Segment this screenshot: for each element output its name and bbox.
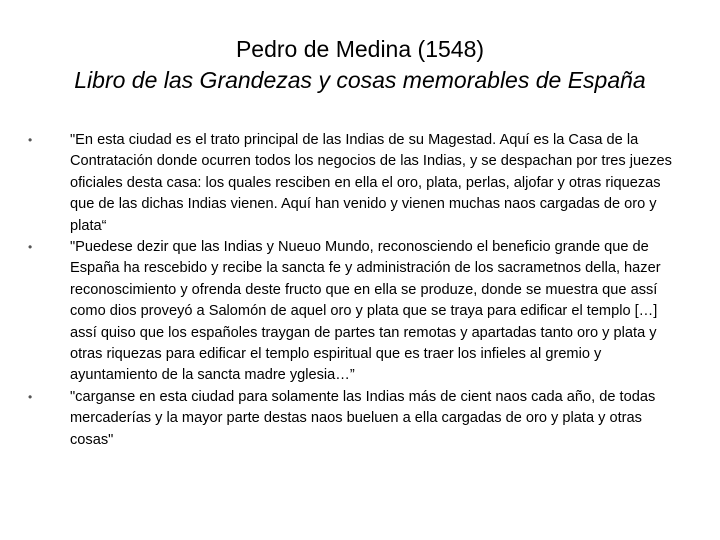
quote-text-3: "carganse en esta ciudad para solamente las Indias más de cient naos cada año, de todas mercaderías y la mayor parte destas naos bueluen a ella cargadas de oro y plata y otras cosas" bbox=[70, 388, 656, 448]
title-book-line: Libro de las Grandezas y cosas memorables de España bbox=[74, 67, 646, 93]
quote-text-1: "En esta ciudad es el trato principal de las Indias de su Magestad. Aquí es la Casa de la Contratación donde ocurren todos los negocios de las Indias, y se despachan por tres juezes oficiales desta casa: los quales resciben en ella el oro, plata, perlas, aljofar y otras riquezas que de las dichas Indias vienen. Aquí han venido y vienen muchas naos cargadas de oro y plata“ bbox=[70, 132, 672, 234]
quote-item-2 bbox=[28, 237, 688, 387]
bullet-icon: • bbox=[28, 389, 33, 404]
slide-title bbox=[0, 34, 720, 96]
quote-item-3 bbox=[28, 387, 688, 451]
quote-list bbox=[28, 130, 688, 451]
title-author-line: Pedro de Medina (1548) bbox=[235, 36, 485, 62]
quote-item-1 bbox=[28, 130, 688, 237]
bullet-icon: • bbox=[28, 133, 33, 147]
bullet-icon: • bbox=[28, 240, 33, 255]
quote-text-2: "Puedese dezir que las Indias y Nueuo Mundo, reconosciendo el beneficio grande que de España ha rescebido y recibe la sancta fe y administración de los sacrametnos della, hazer reconoscimiento y ofrenda deste fructo que en ella se produze, donde se muestra que assí como dios proveyó a Salomón de aquel oro y plata que se traya para edificar el templo […] assí quiso que los españoles traygan de partes tan remotas y apartadas tanto oro y plata y otras riquezas para edificar el templo espiritual que es traer los infieles al gremio y ayuntamiento de la sancta madre yglesia…” bbox=[70, 239, 661, 384]
